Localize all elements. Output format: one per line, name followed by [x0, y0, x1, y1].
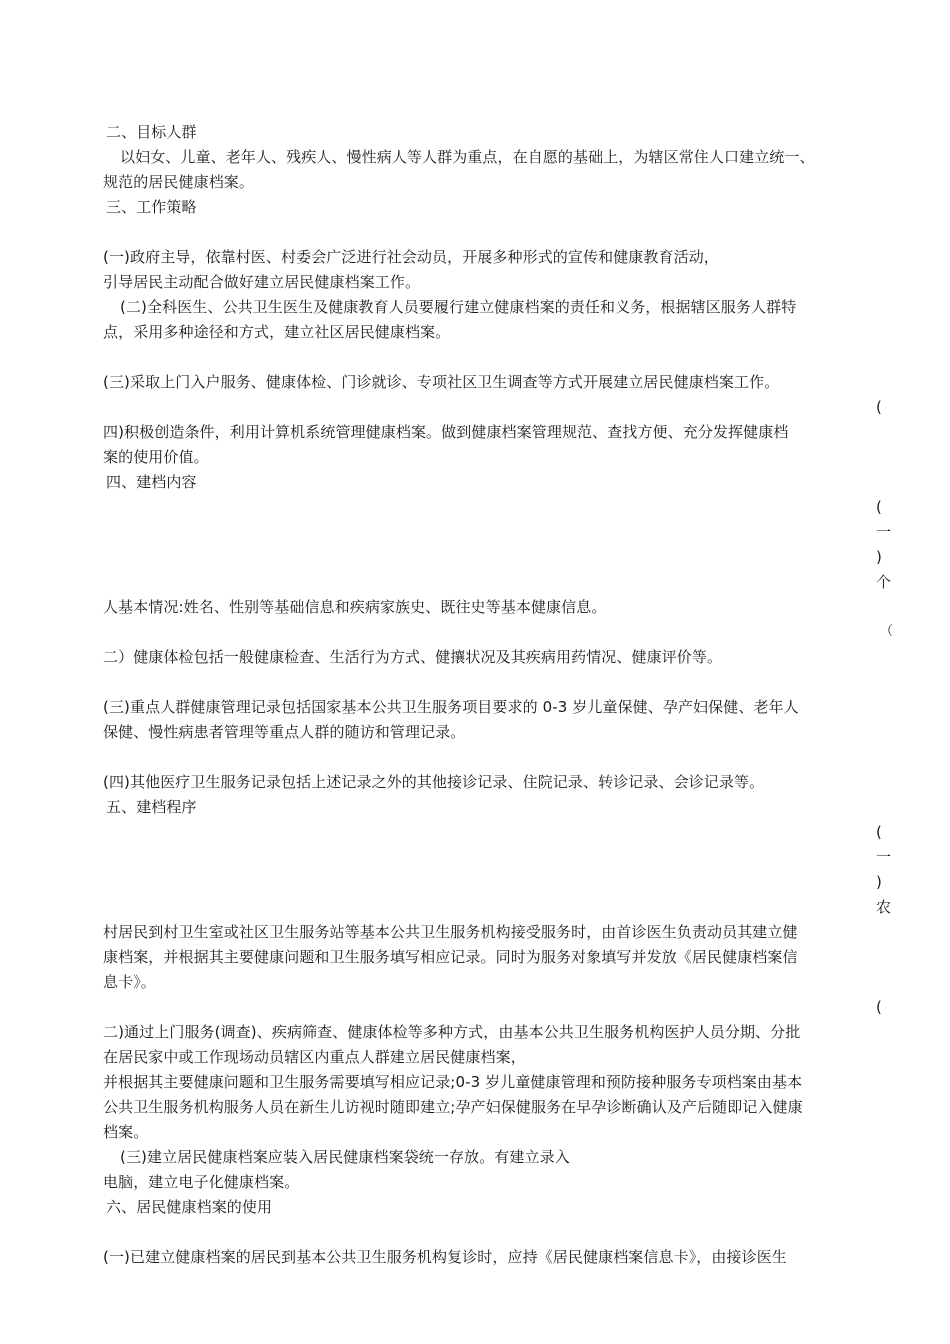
wrapped-char: ) — [876, 548, 882, 566]
wrapped-char: ( — [876, 398, 882, 416]
paragraph-line: (一)政府主导，依靠村医、村委会广泛进行社会动员，开展多种形式的宣传和健康教育活动， — [103, 248, 719, 266]
paragraph-line: 以妇女、儿童、老年人、残疾人、慢性病人等人群为重点，在自愿的基础上，为辖区常住人口建立统一、 — [120, 148, 815, 166]
paragraph-line: 档案。 — [103, 1123, 149, 1141]
wrapped-char: ( — [876, 823, 882, 841]
paragraph-line: (三)采取上门入户服务、健康体检、门诊就诊、专项社区卫生调查等方式开展建立居民健康档案工作。 — [103, 373, 780, 391]
paragraph-line: 保健、慢性病患者管理等重点人群的随访和管理记录。 — [103, 723, 466, 741]
paragraph-line: 息卡》。 — [103, 973, 156, 991]
paragraph-line: (一)已建立健康档案的居民到基本公共卫生服务机构复诊时，应持《居民健康档案信息卡》，由接诊医生 — [103, 1248, 787, 1266]
paragraph-line: 康档案，并根据其主要健康问题和卫生服务填写相应记录。同时为服务对象填写并发放《居民健康档案信 — [103, 948, 798, 966]
paragraph-line: 并根据其主要健康问题和卫生服务需要填写相应记录;0-3 岁儿童健康管理和预防接种服务专项档案由基本 — [103, 1073, 803, 1091]
paragraph-line: 点，采用多种途径和方式，建立社区居民健康档案。 — [103, 323, 451, 341]
wrapped-char: ( — [876, 998, 882, 1016]
section-heading: 五、建档程序 — [106, 798, 197, 816]
paragraph-line: 在居民家中或工作现场动员辖区内重点人群建立居民健康档案， — [103, 1048, 526, 1066]
paragraph-line: (二)全科医生、公共卫生医生及健康教育人员要履行建立健康档案的责任和义务，根据辖区服务人群特 — [120, 298, 797, 316]
paragraph-line: 村居民到村卫生室或社区卫生服务站等基本公共卫生服务机构接受服务时，由首诊医生负责动员其建立健 — [103, 923, 798, 941]
section-heading: 二、目标人群 — [106, 123, 197, 141]
section-heading: 三、工作策略 — [106, 198, 197, 216]
wrapped-char: ) — [876, 873, 882, 891]
wrapped-char: 一 — [876, 848, 892, 866]
paragraph-line: 电脑，建立电子化健康档案。 — [103, 1173, 300, 1191]
paragraph-line: (四)其他医疗卫生服务记录包括上述记录之外的其他接诊记录、住院记录、转诊记录、会诊记录等。 — [103, 773, 765, 791]
wrapped-char: 农 — [876, 898, 892, 916]
paragraph-line: 二)通过上门服务(调查)、疾病筛查、健康体检等多种方式，由基本公共卫生服务机构医护人员分期、分批 — [103, 1023, 801, 1041]
paragraph-line: 四)积极创造条件，利用计算机系统管理健康档案。做到健康档案管理规范、查找方便、充分发挥健康档 — [103, 423, 789, 441]
wrapped-char: 一 — [876, 523, 892, 541]
paragraph-line: (三)建立居民健康档案应装入居民健康档案袋统一存放。有建立录入 — [120, 1148, 570, 1166]
paragraph-line: 引导居民主动配合做好建立居民健康档案工作。 — [103, 273, 421, 291]
paragraph-line: 案的使用价值。 — [103, 448, 209, 466]
paragraph-line: 人基本情况:姓名、性别等基础信息和疾病家族史、既往史等基本健康信息。 — [103, 598, 607, 616]
paragraph-line: 公共卫生服务机构服务人员在新生儿访视时随即建立;孕产妇保健服务在早孕诊断确认及产后随即记入健康 — [103, 1098, 803, 1116]
section-heading: 六、居民健康档案的使用 — [106, 1198, 273, 1216]
wrapped-char: 个 — [876, 573, 892, 591]
section-heading: 四、建档内容 — [106, 473, 197, 491]
paragraph-line: (三)重点人群健康管理记录包括国家基本公共卫生服务项目要求的 0-3 岁儿童保健、孕产妇保健、老年人 — [103, 698, 799, 716]
wrapped-char: （ — [880, 624, 894, 639]
paragraph-line: 二）健康体检包括一般健康检查、生活行为方式、健攘状况及其疾病用药情况、健康评价等。 — [103, 648, 723, 666]
paragraph-line: 规范的居民健康档案。 — [103, 173, 255, 191]
wrapped-char: ( — [876, 498, 882, 516]
